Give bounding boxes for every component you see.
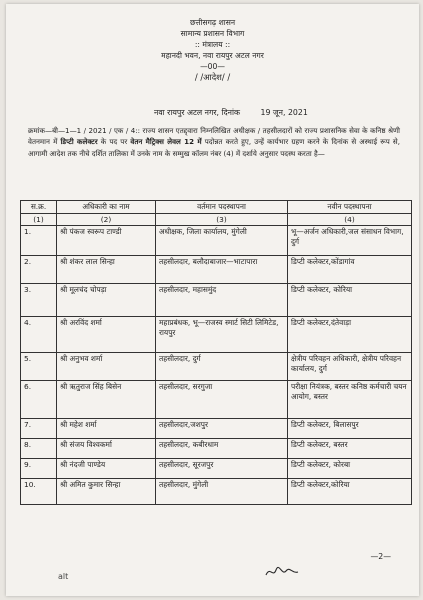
- cell-current-posting: तहसीलदार, बलौदाबाजार—भाटापारा: [156, 256, 288, 284]
- order-ref: क्रमांक—बी—1—1 / 2021 / एक / 4::: [28, 126, 141, 135]
- cell-new-posting: डिप्टी कलेक्टर,कोरिया: [288, 479, 412, 505]
- cell-new-posting: डिप्टी कलेक्टर,कोंडागांव: [288, 256, 412, 284]
- order-paragraph: [28, 125, 400, 159]
- cell-sn: 4.: [21, 317, 57, 353]
- initials: alt: [58, 572, 69, 581]
- cell-officer-name: श्री नंदजी पाण्डेय: [57, 459, 156, 479]
- table-row: [21, 381, 412, 419]
- cell-officer-name: श्री महेश शर्मा: [57, 419, 156, 439]
- cell-current-posting: तहसीलदार,जशपुर: [156, 419, 288, 439]
- header-state: छत्तीसगढ़ शासन: [189, 18, 236, 27]
- header-address: महानदी भवन, नवा रायपुर अटल नगर: [161, 51, 264, 60]
- col-header-name: अधिकारी का नाम: [57, 201, 156, 214]
- table-row: [21, 284, 412, 317]
- date-line: [154, 108, 308, 118]
- cell-officer-name: श्री संजय विश्वकर्मा: [57, 439, 156, 459]
- date-place: नवा रायपुर अटल नगर, दिनांक: [154, 108, 240, 117]
- header-ministry: :: मंत्रालय ::: [194, 40, 231, 49]
- table-header-row: [21, 201, 412, 214]
- cell-new-posting: डिप्टी कलेक्टर,दंतेवाड़ा: [288, 317, 412, 353]
- cell-new-posting: डिप्टी कलेक्टर, बिलासपुर: [288, 419, 412, 439]
- cell-sn: 2.: [21, 256, 57, 284]
- col-header-sn: स.क्र.: [21, 201, 57, 214]
- cell-new-posting: भू—अर्जन अधिकारी,जल संसाधन विभाग, दुर्ग: [288, 226, 412, 256]
- cell-sn: 9.: [21, 459, 57, 479]
- col-header-new: नवीन पदस्थापना: [288, 201, 412, 214]
- cell-sn: 8.: [21, 439, 57, 459]
- cell-current-posting: तहसीलदार, सरगुजा: [156, 381, 288, 419]
- table-row: [21, 226, 412, 256]
- cell-sn: 3.: [21, 284, 57, 317]
- cell-new-posting: डिप्टी कलेक्टर, कोरिया: [288, 284, 412, 317]
- header-divider: —00—: [200, 62, 225, 71]
- cell-current-posting: तहसीलदार, महासमुंद: [156, 284, 288, 317]
- cell-current-posting: तहसीलदार, सूरजपुर: [156, 459, 288, 479]
- document-page: [6, 4, 419, 596]
- cell-new-posting: डिप्टी कलेक्टर, कोरबा: [288, 459, 412, 479]
- cell-sn: 7.: [21, 419, 57, 439]
- cell-current-posting: तहसीलदार, कबीरधाम: [156, 439, 288, 459]
- cell-new-posting: परीक्षा नियंत्रक, बस्तर कनिष्ठ कर्मचारी चयन आयोग, बस्तर: [288, 381, 412, 419]
- header-department: सामान्य प्रशासन विभाग: [180, 29, 245, 38]
- col-number: (2): [57, 214, 156, 226]
- table-row: [21, 419, 412, 439]
- cell-current-posting: तहसीलदार, दुर्ग: [156, 353, 288, 381]
- transfer-table: [20, 200, 412, 505]
- cell-sn: 6.: [21, 381, 57, 419]
- cell-current-posting: तहसीलदार, मुंगेली: [156, 479, 288, 505]
- table-row: [21, 256, 412, 284]
- order-text-c: पदोन्नत करते हुए, उन्हें कार्यभार ग्रहण करने के दिनांक से अस्थाई रूप से, आगामी आदेश तक नीचे दर्शित तालिका में उनके नाम के सम्मुख कॉलम नंबर (4) में दर्शाये अनुसार पदस्थ करता है—: [28, 137, 400, 158]
- cell-officer-name: श्री शंकर लाल सिन्हा: [57, 256, 156, 284]
- cell-current-posting: अधीक्षक, जिला कार्यालय, मुंगेली: [156, 226, 288, 256]
- col-number: (3): [156, 214, 288, 226]
- order-bold-post: डिप्टी कलेक्टर: [60, 137, 98, 147]
- cell-officer-name: श्री अमित कुमार सिन्हा: [57, 479, 156, 505]
- table-row: [21, 353, 412, 381]
- order-text-a: राज्य शासन एतद्द्वारा निम्नलिखित अधीक्षक / तहसीलदारों को राज्य प्रशासनिक सेवा के कनिष्ठ श्रेणी वेतनमान में: [28, 126, 401, 147]
- table-row: [21, 317, 412, 353]
- cell-current-posting: महाप्रबंधक, भू—राजस्व स्मार्ट सिटी लिमिटेड, रायपुर: [156, 317, 288, 353]
- table-colnum-row: [21, 214, 412, 226]
- col-header-current: वर्तमान पदस्थापना: [156, 201, 288, 214]
- cell-sn: 10.: [21, 479, 57, 505]
- order-date: 19 जून, 2021: [260, 108, 308, 117]
- cell-officer-name: श्री पंकज स्वरूप टाण्डी: [57, 226, 156, 256]
- cell-officer-name: श्री मूलचंद चोपड़ा: [57, 284, 156, 317]
- cell-officer-name: श्री अनुभव शर्मा: [57, 353, 156, 381]
- cell-officer-name: श्री अरविंद शर्मा: [57, 317, 156, 353]
- col-number: (4): [288, 214, 412, 226]
- table-row: [21, 459, 412, 479]
- cell-sn: 5.: [21, 353, 57, 381]
- order-title: / /आदेश/ /: [194, 72, 231, 82]
- signature: [264, 564, 300, 580]
- table-row: [21, 479, 412, 505]
- order-text-b: के पद पर: [97, 137, 131, 147]
- order-bold-level: वेतन मैट्रिक्स लेवल 12 में: [130, 137, 202, 147]
- table-row: [21, 439, 412, 459]
- letterhead: [6, 17, 419, 83]
- cell-new-posting: डिप्टी कलेक्टर, बस्तर: [288, 439, 412, 459]
- col-number: (1): [21, 214, 57, 226]
- cell-sn: 1.: [21, 226, 57, 256]
- page-number: —2—: [370, 552, 391, 561]
- cell-new-posting: क्षेत्रीय परिवहन अधिकारी, क्षेत्रीय परिवहन कार्यालय, दुर्ग: [288, 353, 412, 381]
- cell-officer-name: श्री ऋतुराज सिंह बिसेन: [57, 381, 156, 419]
